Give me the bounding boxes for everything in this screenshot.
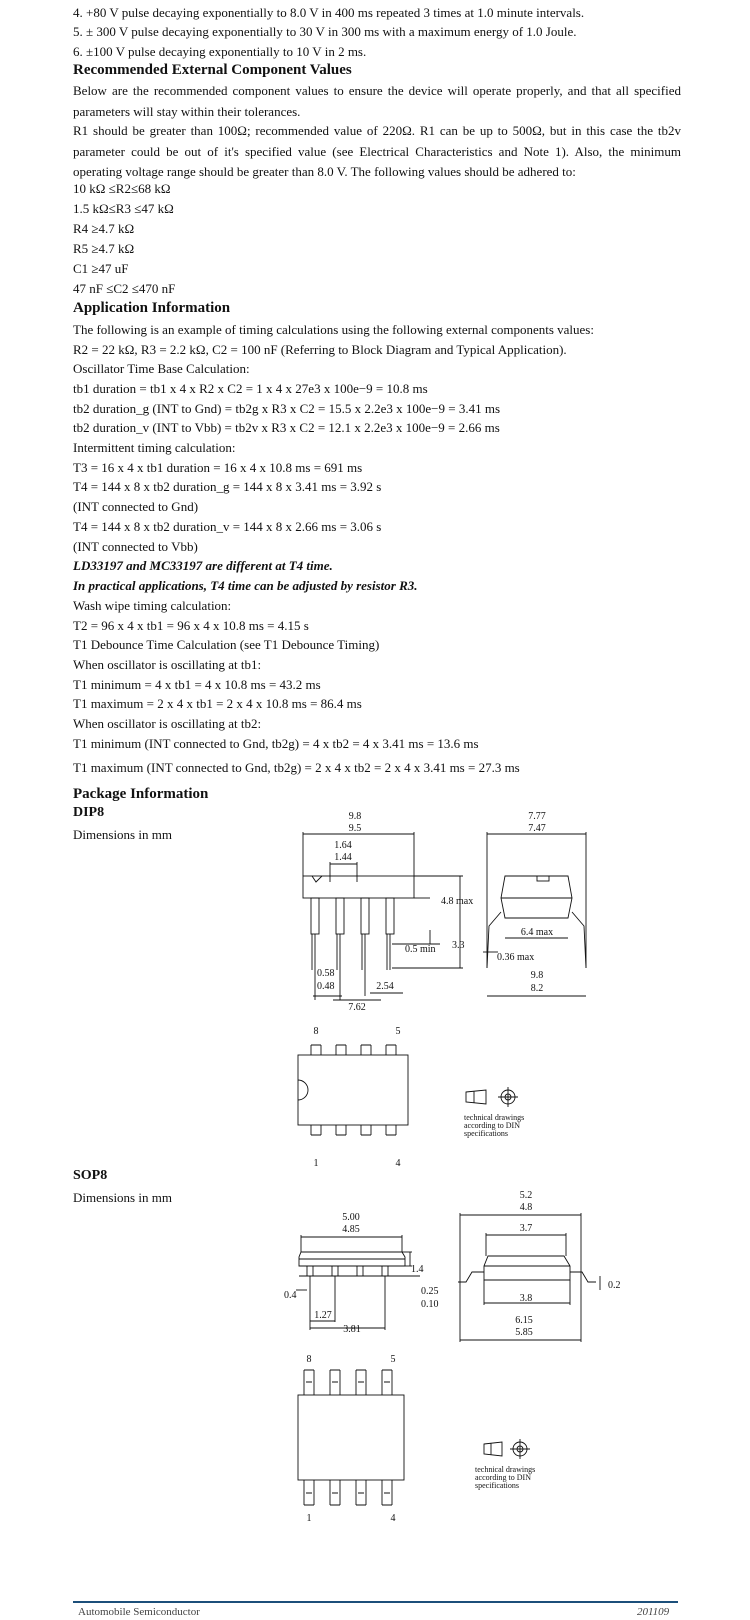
footer-left-text: Automobile Semiconductor — [78, 1606, 200, 1618]
recommended-intro: Below are the recommended component values to ensure the device will operate properly, and that all specified parameters will stay within their tolerances. — [73, 83, 681, 119]
dip8-lead-w-max: 0.58 — [317, 968, 335, 979]
dip8-pitch-top-min: 1.44 — [334, 852, 352, 863]
component-c1: C1 ≥47 uF — [73, 261, 129, 276]
application-line: T1 Debounce Time Calculation (see T1 Debounce Timing) — [73, 637, 380, 652]
application-line: T1 maximum = 2 x 4 x tb1 = 2 x 4 x 10.8 ms = 86.4 ms — [73, 696, 362, 711]
dip8-note-3: specifications — [464, 1129, 508, 1138]
application-line: T4 = 144 x 8 x tb2 duration_g = 144 x 8 x 3.41 ms = 3.92 s — [73, 479, 382, 494]
dip8-length-min: 9.5 — [348, 823, 362, 834]
sop8-width-max: 5.2 — [519, 1190, 533, 1201]
application-line: LD33197 and MC33197 are different at T4 time. — [73, 558, 333, 573]
dip8-width-max: 7.77 — [528, 811, 546, 822]
dip8-pin1: 1 — [313, 1158, 319, 1169]
application-line: T1 minimum = 4 x tb1 = 4 x 10.8 ms = 43.2 ms — [73, 677, 321, 692]
component-r4: R4 ≥4.7 kΩ — [73, 221, 135, 236]
application-line: When oscillator is oscillating at tb2: — [73, 716, 262, 731]
sop8-lead-t-min: 0.10 — [421, 1299, 439, 1310]
footer-right-text: 201109 — [637, 1606, 670, 1618]
sop8-standoff: 0.4 — [284, 1290, 297, 1301]
pulse-item-4: 4. +80 V pulse decaying exponentially to 8.0 V in 400 ms repeated 3 times at 1.0 minute intervals. — [73, 5, 585, 20]
sop8-pin1: 1 — [306, 1513, 312, 1524]
sop8-lead-t-max: 0.25 — [421, 1286, 439, 1297]
dip8-span-max: 9.8 — [530, 970, 544, 981]
component-r5: R5 ≥4.7 kΩ — [73, 241, 135, 256]
application-line: T4 = 144 x 8 x tb2 duration_v = 144 x 8 x 2.66 ms = 3.06 s — [73, 519, 382, 534]
application-line: (INT connected to Vbb) — [73, 539, 198, 554]
component-r2: 10 kΩ ≤R2≤68 kΩ — [73, 181, 171, 196]
sop8-row: 3.81 — [343, 1324, 361, 1335]
dip8-height: 4.8 max — [441, 896, 474, 907]
dip8-pin4: 4 — [395, 1158, 401, 1169]
dip8-lead-len: 3.3 — [452, 940, 465, 951]
application-line: (INT connected to Gnd) — [73, 499, 199, 514]
sop8-length-min: 4.85 — [342, 1224, 360, 1235]
sop8-subtitle: Dimensions in mm — [73, 1190, 172, 1205]
footer-divider — [73, 1601, 678, 1603]
component-r3: 1.5 kΩ≤R3 ≤47 kΩ — [73, 201, 174, 216]
dip8-note-1: technical drawings — [464, 1113, 525, 1122]
application-line: R2 = 22 kΩ, R3 = 2.2 kΩ, C2 = 100 nF (Referring to Block Diagram and Typical Application). — [73, 342, 567, 357]
component-c2: 47 nF ≤C2 ≤470 nF — [73, 281, 176, 296]
sop8-din-cone-icon — [484, 1442, 502, 1456]
application-line: Intermittent timing calculation: — [73, 440, 236, 455]
dip8-title: DIP8 — [73, 805, 105, 820]
application-line: T2 = 96 x 4 x tb1 = 96 x 4 x 10.8 ms = 4.15 s — [73, 618, 309, 633]
dip8-width-min: 7.47 — [528, 823, 546, 834]
package-heading: Package Information — [73, 786, 209, 802]
sop8-pin8: 8 — [306, 1354, 312, 1365]
dip8-subtitle: Dimensions in mm — [73, 827, 172, 842]
application-line: The following is an example of timing calculations using the following external components values: — [73, 322, 594, 337]
dip8-thick: 0.36 max — [497, 952, 535, 963]
application-line: When oscillator is oscillating at tb1: — [73, 657, 262, 672]
pulse-item-5: 5. ± 300 V pulse decaying exponentially to 30 V in 300 ms with a maximum energy of 1.0 Joule. — [73, 24, 577, 39]
dip8-body: 6.4 max — [520, 927, 554, 938]
dip8-pin5: 5 — [395, 1026, 401, 1037]
application-line: Wash wipe timing calculation: — [73, 598, 232, 613]
dip8-pin8: 8 — [313, 1026, 319, 1037]
dip8-row: 7.62 — [348, 1002, 366, 1013]
sop8-note-2: according to DIN — [475, 1473, 531, 1482]
application-line: tb2 duration_v (INT to Vbb) = tb2v x R3 x C2 = 12.1 x 2.2e3 x 100e−9 = 2.66 ms — [73, 420, 500, 435]
sop8-pin4: 4 — [390, 1513, 396, 1524]
sop8-body-bot: 3.8 — [519, 1293, 533, 1304]
dip8-pitch: 2.54 — [376, 981, 394, 992]
sop8-pitch: 1.27 — [314, 1310, 332, 1321]
sop8-width-min: 4.8 — [519, 1202, 533, 1213]
application-line: T1 minimum (INT connected to Gnd, tb2g) = 4 x tb2 = 4 x 3.41 ms = 13.6 ms — [73, 736, 479, 751]
sop8-thick: 0.2 — [608, 1280, 621, 1291]
pulse-item-6: 6. ±100 V pulse decaying exponentially to 10 V in 2 ms. — [73, 44, 367, 59]
sop8-span-min: 5.85 — [515, 1327, 533, 1338]
application-line: Oscillator Time Base Calculation: — [73, 361, 250, 376]
dip8-lead-w-min: 0.48 — [317, 981, 335, 992]
sop8-height: 1.4 — [411, 1264, 424, 1275]
application-line: T3 = 16 x 4 x tb1 duration = 16 x 4 x 10.8 ms = 691 ms — [73, 460, 363, 475]
recommended-heading: Recommended External Component Values — [73, 62, 352, 78]
application-line: T1 maximum (INT connected to Gnd, tb2g) = 2 x 4 x tb2 = 2 x 4 x 3.41 ms = 27.3 ms — [73, 760, 520, 775]
sop8-span-max: 6.15 — [515, 1315, 533, 1326]
sop8-note-1: technical drawings — [475, 1465, 536, 1474]
dip8-length-max: 9.8 — [348, 811, 362, 822]
dip8-lead-min: 0.5 min — [405, 944, 436, 955]
application-line: tb1 duration = tb1 x 4 x R2 x C2 = 1 x 4 x 27e3 x 100e−9 = 10.8 ms — [73, 381, 428, 396]
sop8-length-max: 5.00 — [342, 1212, 360, 1223]
sop8-pin5: 5 — [390, 1354, 396, 1365]
sop8-din-circle-icon — [510, 1439, 530, 1459]
sop8-body-top: 3.7 — [519, 1223, 533, 1234]
dip8-note-2: according to DIN — [464, 1121, 520, 1130]
application-line: In practical applications, T4 time can be adjusted by resistor R3. — [73, 578, 418, 593]
dip8-span-min: 8.2 — [530, 983, 544, 994]
application-line: tb2 duration_g (INT to Gnd) = tb2g x R3 x C2 = 15.5 x 2.2e3 x 100e−9 = 3.41 ms — [73, 401, 501, 416]
dip8-pitch-top-max: 1.64 — [334, 840, 352, 851]
application-heading: Application Information — [73, 300, 231, 316]
sop8-note-3: specifications — [475, 1481, 519, 1490]
sop8-title: SOP8 — [73, 1168, 108, 1183]
r1-note: R1 should be greater than 100Ω; recommended value of 220Ω. R1 can be up to 500Ω, but in this case the tb2v parameter could be out of it's specified value (see Electrical Characteristics and Note 1). Also, the minimum operating voltage range should be greater than 8.0 V. The following values should be adhered to: — [73, 123, 681, 179]
